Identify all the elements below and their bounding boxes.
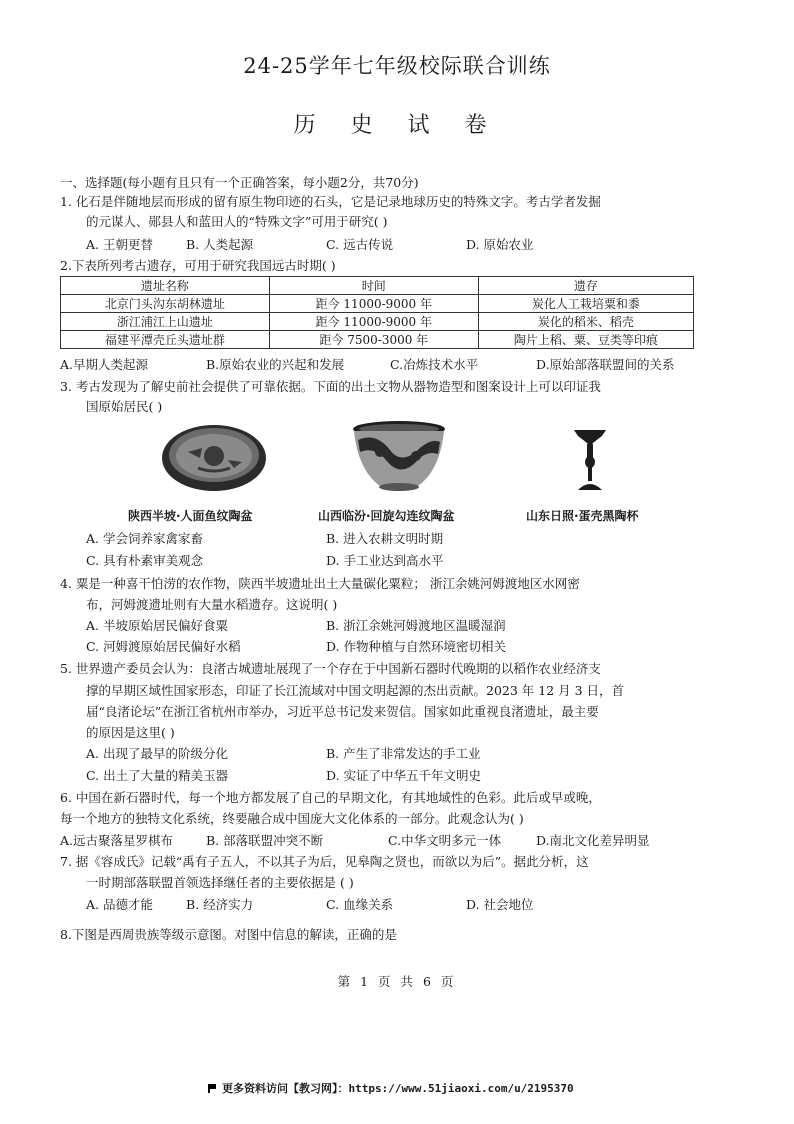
artifact-caption: 山西临汾·回旋勾连纹陶盆 xyxy=(318,509,455,523)
q7-stem-line1: 7. 据《容成氏》记载“禹有子五人，不以其子为后，见皋陶之贤也，而欲以为后”。据此分析，这 xyxy=(60,854,589,869)
q6-stem-line1: 6. 中国在新石器时代，每一个地方都发展了自己的早期文化，有其地域性的色彩。此后或早或晚， xyxy=(60,790,601,805)
q2-option-a: A.早期人类起源 xyxy=(60,357,149,372)
q3-option-c: C. 具有朴素审美观念 xyxy=(86,553,204,568)
q8-stem: 8.下图是西周贵族等级示意图。对图中信息的解读，正确的是 xyxy=(60,927,397,942)
table-header-cell: 时间 xyxy=(269,277,478,295)
resource-link[interactable] xyxy=(208,1080,574,1096)
q1-option-a: A. 王朝更替 xyxy=(86,237,153,252)
q4-stem-line2: 布，河姆渡遗址则有大量水稻遗存。这说明( ) xyxy=(86,597,338,612)
q5-stem-line3: 届“良渚论坛”在浙江省杭州市举办，习近平总书记发来贺信。国家如此重视良渚遗址，最主要 xyxy=(86,704,599,719)
q2-option-d: D.原始部落联盟间的关系 xyxy=(536,357,675,372)
table-cell: 福建平潭壳丘头遗址群 xyxy=(61,331,270,349)
q6-option-d: D.南北文化差异明显 xyxy=(536,833,650,848)
q5-stem-line2: 撑的早期区域性国家形态，印证了长江流域对中国文明起源的杰出贡献。2023 年 12 月 3 日，首 xyxy=(86,683,625,698)
q7-option-a: A. 品德才能 xyxy=(86,897,153,912)
exam-subject-title: 历 史 试 卷 xyxy=(293,113,501,138)
table-cell: 浙江浦江上山遗址 xyxy=(61,313,270,331)
table-cell: 距今 11000-9000 年 xyxy=(269,313,478,331)
exam-title: 24-25学年七年级校际联合训练 xyxy=(243,54,551,78)
flag-icon xyxy=(208,1084,218,1093)
table-cell: 距今 11000-9000 年 xyxy=(269,295,478,313)
q6-option-b: B. 部落联盟冲突不断 xyxy=(206,833,324,848)
q4-option-c: C. 河姆渡原始居民偏好水稻 xyxy=(86,639,241,654)
q5-option-b: B. 产生了非常发达的手工业 xyxy=(326,746,481,761)
q1-stem-line1: 1. 化石是伴随地层而形成的留有原生物印迹的石头，它是记录地球历史的特殊文字。考古学者发掘 xyxy=(60,194,601,209)
q6-stem-line2: 每一个地方的独特文化系统，终要融合成中国庞大文化体系的一部分。此观念认为( ) xyxy=(60,811,524,826)
q7-stem-line2: 一时期部落联盟首领选择继任者的主要依据是 ( ) xyxy=(86,875,354,890)
table-header-row xyxy=(61,277,694,295)
artifact-caption: 山东日照·蛋壳黑陶杯 xyxy=(526,509,639,523)
q1-stem-line2: 的元谋人、郧县人和蓝田人的“特殊文字”可用于研究( ) xyxy=(86,214,388,229)
q2-option-c: C.冶炼技术水平 xyxy=(390,357,479,372)
table-header-cell: 遗存 xyxy=(478,277,693,295)
table-row xyxy=(61,331,694,349)
q5-stem-line1: 5. 世界遗产委员会认为：良渚古城遗址展现了一个存在于中国新石器时代晚期的以稻作农业经济支 xyxy=(60,661,601,676)
table-row xyxy=(61,295,694,313)
q5-stem-line4: 的原因是这里( ) xyxy=(86,725,175,740)
q6-option-c: C.中华文明多元一体 xyxy=(388,833,502,848)
q5-option-d: D. 实证了中华五千年文明史 xyxy=(326,768,482,783)
table-cell: 北京门头沟东胡林遗址 xyxy=(61,295,270,313)
table-cell: 陶片上稻、粟、豆类等印痕 xyxy=(478,331,693,349)
q3-stem-line1: 3. 考古发现为了解史前社会提供了可靠依据。下面的出土文物从器物造型和图案设计上可以印证我 xyxy=(60,379,601,394)
fish-face-pottery-basin-image xyxy=(158,418,270,494)
section-heading: 一、选择题(每小题有且只有一个正确答案，每小题2分，共70分) xyxy=(60,175,419,190)
relics-table xyxy=(60,276,694,349)
q5-option-a: A. 出现了最早的阶级分化 xyxy=(86,746,228,761)
page-number: 第 1 页 共 6 页 xyxy=(337,974,457,989)
q1-option-d: D. 原始农业 xyxy=(466,237,534,252)
q5-option-c: C. 出土了大量的精美玉器 xyxy=(86,768,229,783)
q4-option-a: A. 半坡原始居民偏好食粟 xyxy=(86,618,228,633)
resource-link-text: 更多资料访问【教习网】：https://www.51jiaoxi.com/u/2195370 xyxy=(222,1082,574,1095)
eggshell-black-pottery-cup-image xyxy=(568,428,612,494)
table-cell: 炭化的稻米、稻壳 xyxy=(478,313,693,331)
table-cell: 炭化人工栽培粟和黍 xyxy=(478,295,693,313)
q4-option-b: B. 浙江余姚河姆渡地区温暖湿润 xyxy=(326,618,506,633)
q1-option-c: C. 远古传说 xyxy=(326,237,394,252)
q2-option-b: B.原始农业的兴起和发展 xyxy=(206,357,345,372)
artifact-caption: 陕西半坡·人面鱼纹陶盆 xyxy=(128,509,253,523)
q7-option-d: D. 社会地位 xyxy=(466,897,534,912)
q7-option-c: C. 血缘关系 xyxy=(326,897,394,912)
table-header-cell: 遗址名称 xyxy=(61,277,270,295)
table-cell: 距今 7500-3000 年 xyxy=(269,331,478,349)
q4-stem-line1: 4. 粟是一种喜干怕涝的农作物，陕西半坡遗址出土大量碳化粟粒； 浙江余姚河姆渡地区水网密 xyxy=(60,576,580,591)
q3-option-b: B. 进入农耕文明时期 xyxy=(326,531,444,546)
table-row xyxy=(61,313,694,331)
q3-stem-line2: 国原始居民( ) xyxy=(86,399,163,414)
q4-option-d: D. 作物种植与自然环境密切相关 xyxy=(326,639,507,654)
spiral-pattern-pottery-basin-image xyxy=(350,420,448,494)
q1-option-b: B. 人类起源 xyxy=(186,237,254,252)
q3-option-a: A. 学会饲养家禽家畜 xyxy=(86,531,203,546)
q7-option-b: B. 经济实力 xyxy=(186,897,254,912)
q6-option-a: A.远古聚落星罗棋布 xyxy=(60,833,174,848)
q3-option-d: D. 手工业达到高水平 xyxy=(326,553,444,568)
q2-stem: 2.下表所列考古遗存，可用于研究我国远古时期( ) xyxy=(60,258,336,273)
